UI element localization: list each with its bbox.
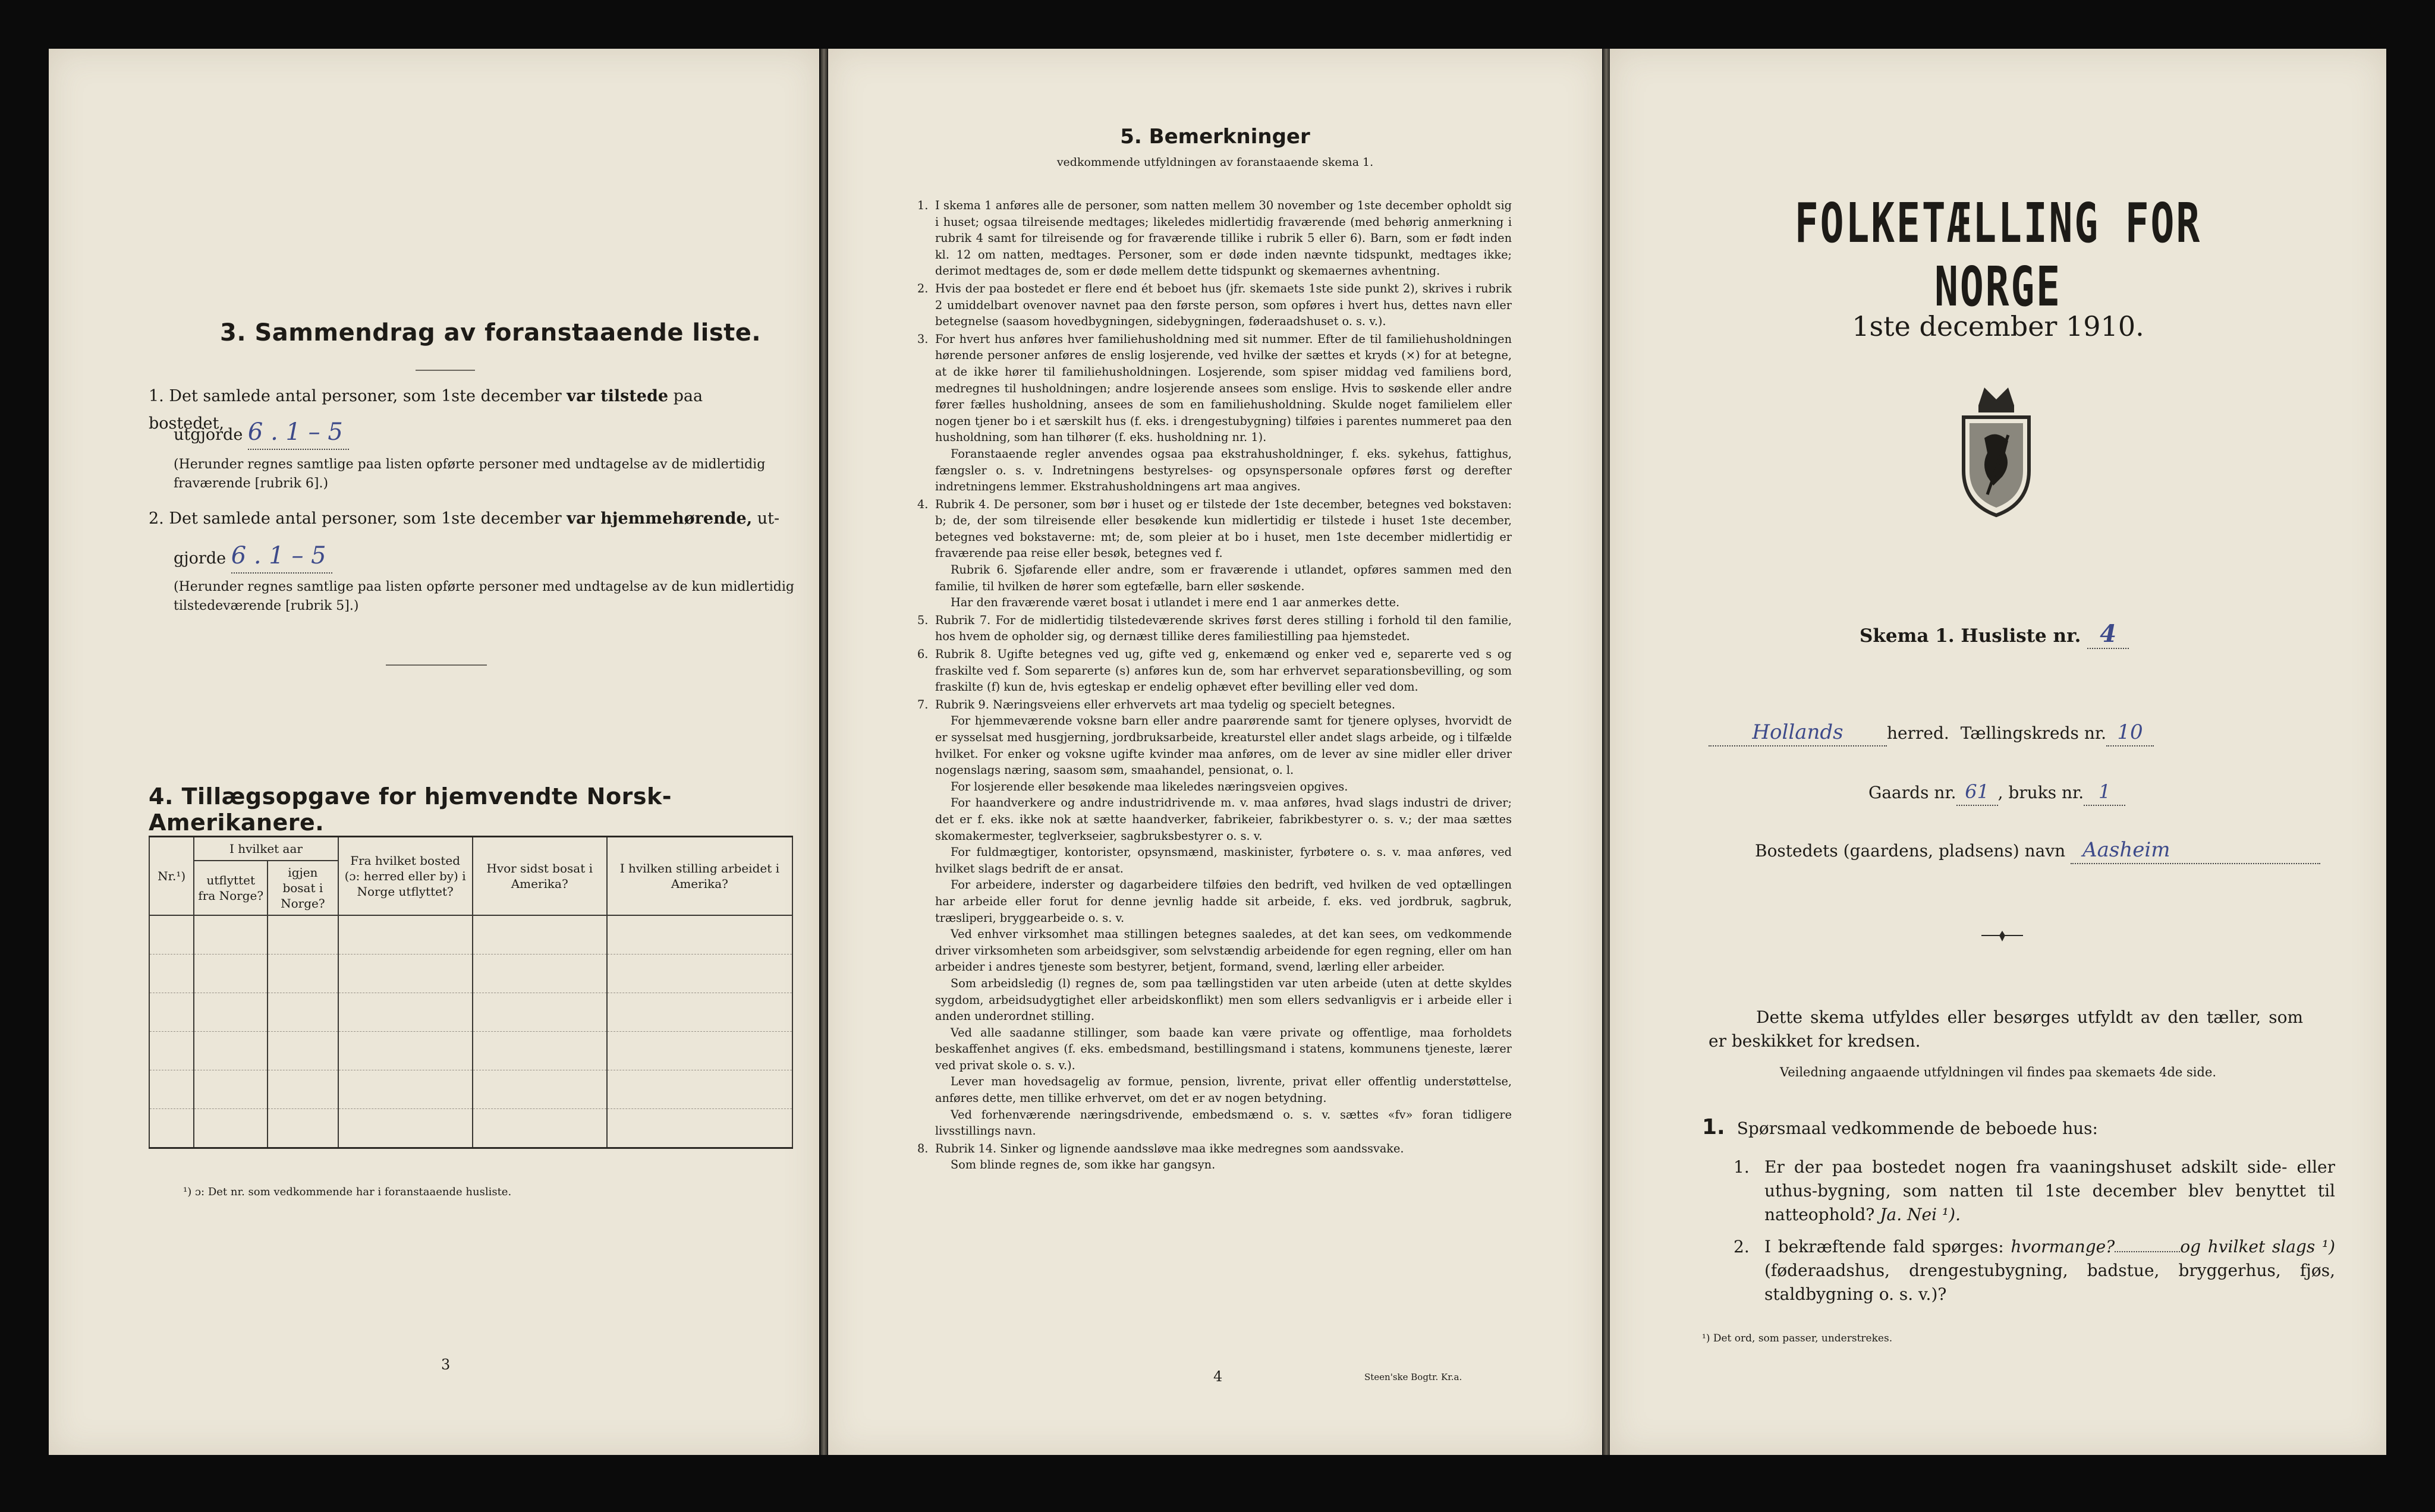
divider xyxy=(416,370,475,371)
remark-paragraph: Rubrik 8. Ugifte betegnes ved ug, gifte ved g, enkemænd og enker ved e, separerte ved s og fraskilte ved f. Som separerte (s) anføres kun de, som har erhvervet separationsbevilling, og som fraskilte (f) kun de, hvis egteskap er endelig ophævet efter bevilling eller ved dom. xyxy=(935,647,1512,694)
item2-utgjorde-line xyxy=(174,542,768,574)
remark-paragraph: For fuldmægtiger, kontorister, opsynsmænd, maskinister, fyrbøtere o. s. v. maa anføres, ved hvilket slags bedrift de er ansat. xyxy=(935,845,1512,875)
right-footnote: ¹) Det ord, som passer, understrekes. xyxy=(1702,1333,1893,1344)
utgjorde-label: gjorde xyxy=(174,549,226,568)
q1-2-hvilket: og hvilket slags ¹) xyxy=(2180,1237,2336,1256)
remark-paragraph: Ved enhver virksomhet maa stillingen betegnes saaledes, at det kan sees, om vedkommende driver virksomheten som arbeidsgiver, som selvstændig arbeidende for egen regning, eller om han arbeider i andres tjeneste som bestyrer, betjent, formand, svend, lærling eller arbeider. xyxy=(935,927,1512,974)
section4-title: 4. Tillægsopgave for hjemvendte Norsk-Amerikanere. xyxy=(149,783,672,836)
instruction-text: Dette skema utfyldes eller besørges utfyldt av den tæller, som er beskikket for kredsen. xyxy=(1709,1007,2303,1051)
table-row xyxy=(149,993,792,1032)
table-row xyxy=(149,1070,792,1109)
middle-page xyxy=(828,49,1602,1455)
remark-paragraph: Rubrik 9. Næringsveiens eller erhvervets art maa tydelig og specielt betegnes. xyxy=(935,697,1395,711)
col-group-year: I hvilket aar xyxy=(194,837,338,861)
q1-1-question: Er der paa bostedet nogen fra vaaningshuset adskilt side- eller uthus-bygning, som natten til 1ste december blev benyttet til natteophold? xyxy=(1764,1157,2335,1224)
page-number: 4 xyxy=(1213,1368,1223,1385)
q1-1-answer: Ja. Nei ¹). xyxy=(1880,1205,1961,1224)
remark-body xyxy=(935,1141,1512,1173)
remark-paragraph: For haandverkere og andre industridrivende m. v. maa anføres, hvad slags industri de driver; det er f. eks. ikke nok at sætte haandverker, fabrikeier, fabrikbestyrer o. s. v.; der maa sættes skomakermester, teglverkseier, sagbruksbestyrer o. s. v. xyxy=(935,796,1512,843)
remark-number: 3. xyxy=(917,332,929,346)
norsk-amerikanere-table xyxy=(149,836,793,1149)
remark-number: 5. xyxy=(917,613,929,627)
col-stilling: I hvilken stilling arbeidet i Amerika? xyxy=(607,837,792,916)
remark-item xyxy=(917,281,1512,330)
remark-paragraph: Som blinde regnes de, som ikke har gangsyn. xyxy=(951,1158,1216,1172)
item1-text: 1. Det samlede antal personer, som 1ste december xyxy=(149,387,562,405)
remark-number: 1. xyxy=(917,199,929,212)
section4-footnote: ¹) ɔ: Det nr. som vedkommende har i foranstaaende husliste. xyxy=(183,1186,512,1198)
ornament-icon xyxy=(1981,928,2023,946)
remark-paragraph: Rubrik 6. Sjøfarende eller andre, som er fraværende i utlandet, opføres sammen med den familie, til hvilken de hører som egtefælle, barn eller søskende. xyxy=(935,563,1512,593)
bruks-value: 1 xyxy=(2099,780,2111,803)
remark-paragraph: I skema 1 anføres alle de personer, som natten mellem 30 november og 1ste december opholdt sig i huset; ogsaa tilreisende medtages; likeledes midlertidig fraværende (med behørig anmerkning i rubrik 4 samt for tilreisende og for fraværende tillike i rubrik 5 eller 6). Barn, som er født inden kl. 12 om natten, medtages. Personer, som er døde inden nævnte tidspunkt, medtages ikke; derimot medtages de, som er døde mellem dette tidspunkt og skemaernes avhentning. xyxy=(935,199,1512,278)
remark-number: 7. xyxy=(917,697,929,711)
remark-body xyxy=(935,331,1512,495)
remark-paragraph: Ved forhenværende næringsdrivende, embedsmænd o. s. v. sættes «fv» foran tidligere livsstillings navn. xyxy=(935,1107,1512,1138)
bosted-label: Bostedets (gaardens, pladsens) navn xyxy=(1755,841,2066,861)
remark-body xyxy=(935,646,1512,695)
remark-item xyxy=(917,646,1512,695)
q1-2-hvormange: hvormange? xyxy=(2011,1237,2115,1256)
q1-2-examples: (føderaadshus, drengestubygning, badstue, bryggerhus, fjøs, staldbygning o. s. v.)? xyxy=(1764,1261,2335,1304)
remark-paragraph: For hvert hus anføres hver familiehusholdning med sit nummer. Efter de til familiehusholdningen hørende personer anføres de enslig losjerende, ved hvilke der sættes et kryds (×) for at betegne, at de ikke hører til familiehusholdningen. Losjerende, som spiser middag ved familiens bord, medregnes til husholdningen; andre losjerende ansees som enslige. Hvis to søskende eller andre fører fælles husholdning, ansees de som en familiehusholdning. Skulde noget familielem eller nogen tjener bo i et særskilt hus (f. eks. i drengestubygning) tilføies i parentes nummeret paa den husholdning, som han tilhører (f. eks. husholdning nr. 1). xyxy=(935,332,1512,445)
page-fold xyxy=(820,49,828,1455)
col-igjen: igjen bosat i Norge? xyxy=(268,861,338,915)
herred-label: herred. xyxy=(1887,723,1949,743)
table-row xyxy=(149,955,792,993)
utgjorde-label: utgjorde xyxy=(174,426,243,444)
remark-item xyxy=(917,1141,1512,1173)
col-nr: Nr.¹) xyxy=(149,837,194,916)
remark-item xyxy=(917,697,1512,1139)
col-amerika: Hvor sidst bosat i Amerika? xyxy=(473,837,607,916)
remarks-title: 5. Bemerkninger xyxy=(1120,125,1310,149)
q1-number: 1. xyxy=(1702,1115,1725,1139)
section3-item2 xyxy=(149,505,791,533)
item1-text-end: paa bostedet, xyxy=(149,387,703,433)
left-page xyxy=(49,49,819,1455)
q1-title: Spørsmaal vedkommende de beboede hus: xyxy=(1736,1119,2098,1138)
census-date: 1ste december 1910. xyxy=(1852,310,2144,342)
remark-body xyxy=(935,281,1512,330)
remark-paragraph: Lever man hovedsagelig av formue, pension, livrente, privat eller offentlig understøttelse, anføres dette, men tillike erhvervet, om det er av nogen betydning. xyxy=(935,1075,1512,1105)
table-row xyxy=(149,1032,792,1070)
right-page xyxy=(1610,49,2386,1455)
remark-item xyxy=(917,612,1512,645)
kreds-value: 10 xyxy=(2117,720,2143,744)
q1-1-text xyxy=(1764,1155,2335,1227)
remarks-subtitle: vedkommende utfyldningen av foranstaaende skema 1. xyxy=(1056,156,1374,169)
gaards-line: Gaards nr. 61 , bruks nr. 1 xyxy=(1868,780,2125,806)
col-utflyttet: utflyttet fra Norge? xyxy=(194,861,268,915)
item2-bold: var hjemmehørende, xyxy=(567,509,753,528)
remark-number: 2. xyxy=(917,281,929,295)
item2-value: 6 . 1 – 5 xyxy=(231,542,326,569)
item2-text-end: ut- xyxy=(757,509,780,528)
remark-paragraph: Rubrik 7. For de midlertidig tilstedeværende skrives først deres stilling i forhold til den familie, hos hvem de opholder sig, og dernæst tillike deres familiestilling paa hjemstedet. xyxy=(935,613,1512,644)
bosted-line xyxy=(1755,838,2320,864)
remark-item xyxy=(917,331,1512,495)
coat-of-arms-icon xyxy=(1952,382,2041,518)
item1-note: (Herunder regnes samtlige paa listen opførte personer med undtagelse av de midlertidig fraværende [rubrik 6].) xyxy=(174,457,766,491)
section3-title: 3. Sammendrag av foranstaaende liste. xyxy=(220,319,762,346)
remark-paragraph: For arbeidere, inderster og dagarbeidere tilføies den bedrift, ved hvilken de ved optællingen har arbeide eller forut for denne jevnlig hadde sit arbeide, f. eks. ved jordbruk, sagbruk, træsliperi, bryggearbeide o. s. v. xyxy=(935,878,1512,925)
remark-item xyxy=(917,496,1512,611)
remark-body xyxy=(935,697,1512,1139)
gaards-label: Gaards nr. xyxy=(1868,783,1956,802)
veiledning-text: Veiledning angaaende utfyldningen vil findes paa skemaets 4de side. xyxy=(1779,1065,2217,1079)
question-1-title xyxy=(1702,1116,2296,1141)
remark-number: 8. xyxy=(917,1141,929,1155)
bruks-label: bruks nr. xyxy=(2008,783,2084,802)
herred-value: Hollands xyxy=(1752,720,1843,744)
husliste-nr: 4 xyxy=(2100,620,2117,648)
page-number: 3 xyxy=(441,1356,451,1373)
item2-text: 2. Det samlede antal personer, som 1ste december xyxy=(149,509,562,528)
remark-number: 6. xyxy=(917,647,929,662)
item1-bold: var tilstede xyxy=(567,387,668,405)
q1-2-text xyxy=(1764,1235,2335,1306)
remark-item xyxy=(917,197,1512,279)
remark-body xyxy=(935,197,1512,279)
q1-2-lead: I bekræftende fald spørges: xyxy=(1764,1237,2004,1256)
remark-paragraph: Foranstaaende regler anvendes ogsaa paa ekstrahusholdninger, f. eks. sykehus, fattighus, fængsler o. s. v. Indretningens bestyrelses- og opsynspersonale opføres først og derefter indretningens lemmer. Ekstrahusholdningens art maa angives. xyxy=(935,446,1512,494)
remark-body xyxy=(935,612,1512,645)
printer-imprint: Steen'ske Bogtr. Kr.a. xyxy=(1364,1372,1462,1382)
census-title: FOLKETÆLLING FOR NORGE xyxy=(1794,191,2202,319)
remark-paragraph: Hvis der paa bostedet er flere end ét beboet hus (jfr. skemaets 1ste side punkt 2), skrives i rubrik 2 umiddelbart ovenover navnet paa den første person, som opføres i hvert hus, dettes navn eller betegnelse (saasom hovedbygningen, sidebygningen, føderaadshuset o. s. v.). xyxy=(935,281,1512,329)
item1-utgjorde-line xyxy=(174,418,768,450)
skema-line xyxy=(1860,622,2129,649)
remark-paragraph: Ved alle saadanne stillinger, som baade kan være private og offentlige, maa forholdets beskaffenhet angives (f. eks. embedsmand, bestillingsmand i statens, kommunens tjeneste, lærer ved privat skole o. s. v.). xyxy=(935,1025,1512,1072)
table-row xyxy=(149,915,792,955)
col-bosted: Fra hvilket bosted (ɔ: herred eller by) i Norge utflyttet? xyxy=(338,837,473,916)
remark-paragraph: Rubrik 4. De personer, som bør i huset og er tilstede der 1ste december, betegnes ved bokstaven: b; de, der som tilreisende eller besøkende kun midlertidig er tilstede i huset 1ste december, betegnes ved bokstaverne: mt; de, som pleier at bo i huset, men 1ste december midlertidig er fraværende paa reise eller besøk, betegnes ved f. xyxy=(935,497,1512,560)
remarks-list xyxy=(917,197,1512,1174)
remark-paragraph: Har den fraværende været bosat i utlandet i mere end 1 aar anmerkes dette. xyxy=(951,596,1400,610)
item1-value: 6 . 1 – 5 xyxy=(247,418,343,446)
skema-label: Skema 1. Husliste nr. xyxy=(1860,625,2081,647)
gaards-value: 61 xyxy=(1965,780,1989,803)
q1-1-number: 1. xyxy=(1734,1157,1750,1177)
item2-note: (Herunder regnes samtlige paa listen opførte personer med undtagelse av de kun midlertidig tilstedeværende [rubrik 5].) xyxy=(174,579,794,613)
table-row xyxy=(149,1109,792,1148)
remark-paragraph: For losjerende eller besøkende maa likeledes næringsveien opgives. xyxy=(951,779,1348,793)
remark-paragraph: Rubrik 14. Sinker og lignende aandssløve maa ikke medregnes som aandssvake. xyxy=(935,1141,1404,1155)
bosted-value: Aasheim xyxy=(2082,838,2170,862)
page-fold xyxy=(1603,49,1610,1455)
remark-number: 4. xyxy=(917,497,929,511)
kreds-label: Tællingskreds nr. xyxy=(1960,723,2107,743)
divider xyxy=(386,664,487,666)
q1-2-number: 2. xyxy=(1734,1237,1750,1256)
remark-paragraph: Som arbeidsledig (l) regnes de, som paa tællingstiden var uten arbeide (uten at dette skyldes sygdom, arbeidsudygtighet eller arbeidskonflikt) men som ellers sedvanligvis er i arbeide eller i anden underordnet stilling. xyxy=(935,976,1512,1023)
remark-body xyxy=(935,496,1512,611)
herred-line xyxy=(1709,720,2154,746)
remark-paragraph: For hjemmeværende voksne barn eller andre paarørende samt for tjenere oplyses, hvorvidt de er sysselsat med husgjerning, jordbruksarbeide, kreaturstel eller andet slags arbeide, og i tilfælde hvilket. For enker og voksne ugifte kvinder maa anføres, om de lever av sine midler eller driver nogenslags næring, saasom søm, smaahandel, pensionat, o. l. xyxy=(935,714,1512,777)
